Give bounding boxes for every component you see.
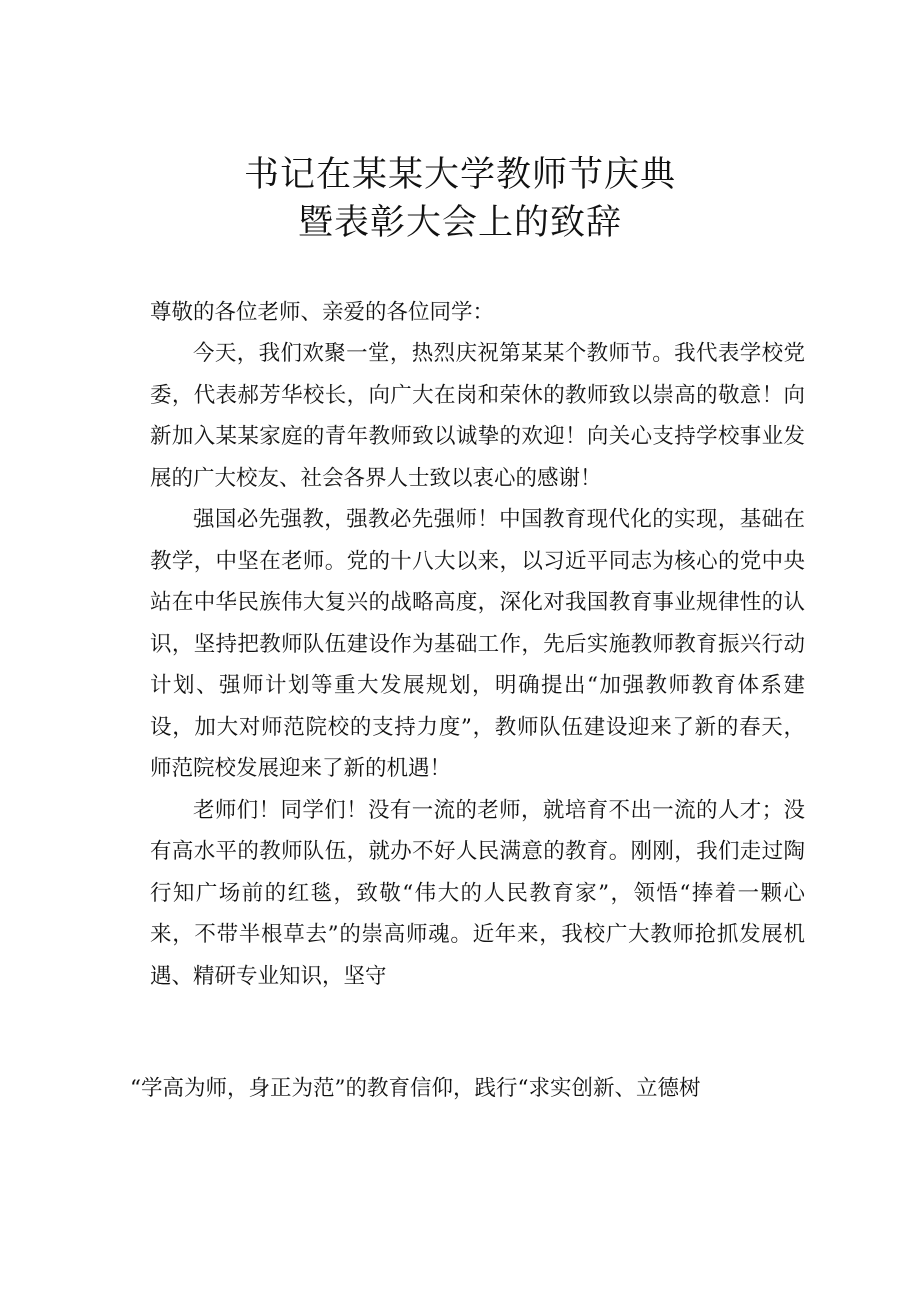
body-paragraphs	[150, 333, 805, 997]
paragraph-3: 老师们！同学们！没有一流的老师，就培育不出一流的人才；没有高水平的教师队伍，就办不好人民满意的教育。刚刚，我们走过陶行知广场前的红毯，致敬“伟大的人民教育家”，领悟“捧着一颗心来，不带半根草去”的崇高师魂。近年来，我校广大教师抢抓发展机遇、精研专业知识，坚守	[150, 797, 805, 989]
document-title-line-2: 暨表彰大会上的致辞	[297, 203, 622, 243]
salutation: 尊敬的各位老师、亲爱的各位同学：	[150, 300, 495, 325]
document-title-line-1: 书记在某某大学教师节庆典	[243, 155, 676, 195]
paragraph-2: 强国必先强教，强教必先强师！中国教育现代化的实现，基础在教学，中坚在老师。党的十八大以来，以习近平同志为核心的党中央站在中华民族伟大复兴的战略高度，深化对我国教育事业规律性的认识，坚持把教师队伍建设作为基础工作，先后实施教师教育振兴行动计划、强师计划等重大发展规划，明确提出“加强教师教育体系建设，加大对师范院校的支持力度”，教师队伍建设迎来了新的春天，师范院校发展迎来了新的机遇！	[150, 507, 805, 781]
paragraph-1: 今天，我们欢聚一堂，热烈庆祝第某某个教师节。我代表学校党委，代表郝芳华校长，向广大在岗和荣休的教师致以崇高的敬意！向新加入某某家庭的青年教师致以诚挚的欢迎！向关心支持学校事业发展的广大校友、社会各界人士致以衷心的感谢！	[150, 341, 805, 491]
continuation-line: “学高为师，身正为范”的教育信仰，践行“求实创新、立德树	[130, 1076, 701, 1101]
